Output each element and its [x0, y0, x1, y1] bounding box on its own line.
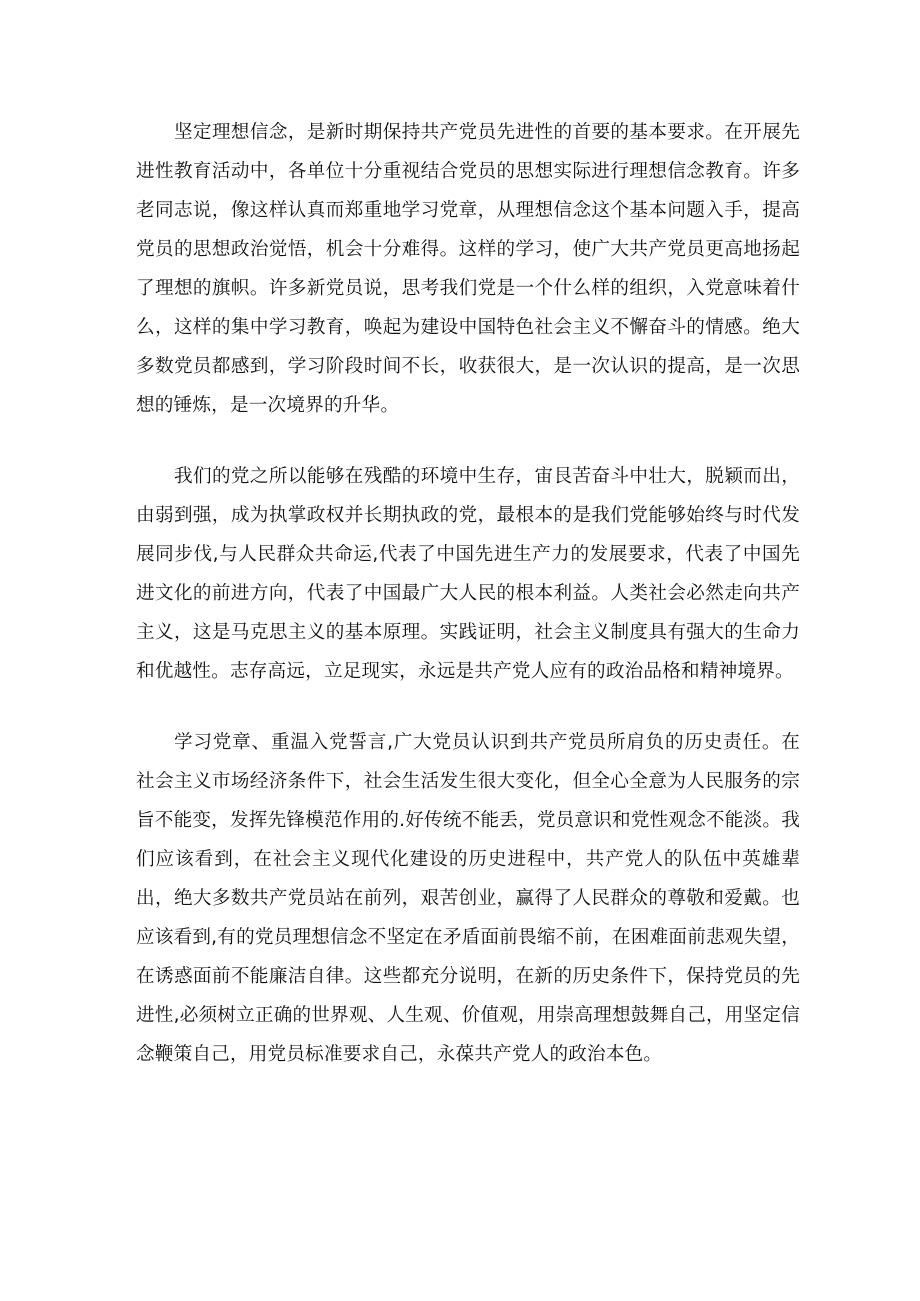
paragraph-1: 坚定理想信念，是新时期保持共产党员先进性的首要的基本要求。在开展先进性教育活动中，各单位十分重视结合党员的思想实际进行理想信念教育。许多老同志说，像这样认真而郑重地学习党章，从理想信念这个基本问题入手，提高党员的思想政治觉悟，机会十分难得。这样的学习，使广大共产党员更高地扬起了理想的旗帜。许多新党员说，思考我们党是一个什么样的组织，入党意味着什么，这样的集中学习教育，唤起为建设中国特色社会主义不懈奋斗的情感。绝大多数党员都感到，学习阶段时间不长，收获很大，是一次认识的提高，是一次思想的锤炼，是一次境界的升华。 — [136, 122, 800, 416]
paragraph-3: 学习党章、重温入党誓言,广大党员认识到共产党员所肩负的历史责任。在社会主义市场经济条件下，社会生活发生很大变化，但全心全意为人民服务的宗旨不能变，发挥先锋模范作用的.好传统不能丢，党员意识和党性观念不能淡。我们应该看到，在社会主义现代化建设的历史进程中，共产党人的队伍中英雄辈出，绝大多数共产党员站在前列，艰苦创业，赢得了人民群众的尊敬和爱戴。也应该看到,有的党员理想信念不坚定在矛盾面前畏缩不前，在困难面前悲观失望，在诱惑面前不能廉洁自律。这些都充分说明，在新的历史条件下，保持党员的先进性,必须树立正确的世界观、人生观、价值观，用崇高理想鼓舞自己，用坚定信念鞭策自己，用党员标准要求自己，永葆共产党人的政治本色。 — [136, 732, 800, 1065]
paragraph-2: 我们的党之所以能够在残酷的环境中生存，宙艮苦奋斗中壮大，脱颖而出，由弱到强，成为执掌政权并长期执政的党，最根本的是我们党能够始终与时代发展同步伐,与人民群众共命运,代表了中国先进生产力的发展要求，代表了中国先进文化的前进方向，代表了中国最广大人民的根本利益。人类社会必然走向共产主义，这是马克思主义的基本原理。实践证明，社会主义制度具有强大的生命力和优越性。志存高远，立足现实，永远是共产党人应有的政治品格和精神境界。 — [136, 466, 800, 682]
document-body — [136, 113, 800, 1074]
